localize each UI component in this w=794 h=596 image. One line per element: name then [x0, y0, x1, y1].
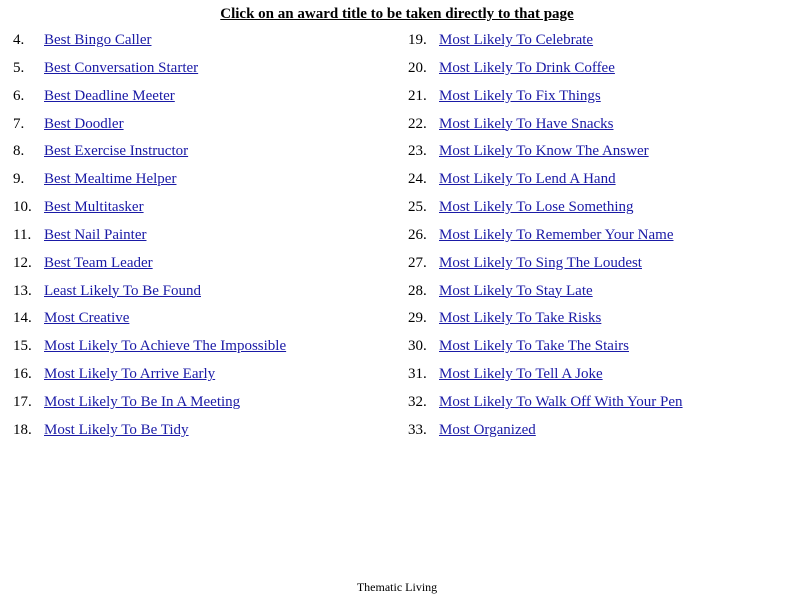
- award-list-item: [408, 308, 683, 336]
- award-list-item: [13, 225, 286, 253]
- award-number: 28.: [408, 282, 427, 299]
- award-number: 16.: [13, 366, 32, 383]
- award-number: 17.: [13, 393, 32, 410]
- award-number: 13.: [13, 282, 32, 299]
- award-title-link[interactable]: Most Likely To Lose Something: [439, 199, 634, 216]
- award-list-item: [13, 114, 286, 142]
- award-title-link[interactable]: Most Likely To Lend A Hand: [439, 171, 616, 188]
- award-list-item: [408, 86, 683, 114]
- award-number: 25.: [408, 199, 427, 216]
- award-title-link[interactable]: Most Likely To Be Tidy: [44, 421, 189, 438]
- award-number: 11.: [13, 226, 32, 243]
- award-list-item: [13, 364, 286, 392]
- award-list-item: [13, 197, 286, 225]
- award-list-item: [408, 364, 683, 392]
- award-number: 33.: [408, 421, 427, 438]
- award-title-link[interactable]: Best Bingo Caller: [44, 32, 152, 48]
- award-title-link[interactable]: Most Likely To Take Risks: [439, 310, 602, 327]
- award-number: 5.: [13, 59, 25, 76]
- award-number: 20.: [408, 59, 427, 76]
- award-number: 29.: [408, 310, 427, 327]
- award-number: 21.: [408, 87, 427, 104]
- award-list-item: [408, 141, 683, 169]
- award-number: 10.: [13, 199, 32, 216]
- award-title-link[interactable]: Most Likely To Stay Late: [439, 282, 593, 299]
- award-title-link[interactable]: Most Likely To Fix Things: [439, 87, 601, 104]
- award-title-link[interactable]: Most Organized: [439, 421, 536, 438]
- award-title-link[interactable]: Most Likely To Take The Stairs: [439, 338, 629, 355]
- award-number: 23.: [408, 143, 427, 160]
- award-number: 24.: [408, 171, 427, 188]
- footer-text: Thematic Living: [356, 580, 438, 594]
- award-title-link[interactable]: Most Likely To Tell A Joke: [439, 366, 603, 383]
- award-title-link[interactable]: Least Likely To Be Found: [44, 282, 201, 299]
- award-title-link[interactable]: Best Doodler: [44, 115, 124, 132]
- award-list-item: [13, 58, 286, 86]
- award-number: 14.: [13, 310, 32, 327]
- award-list-item: [13, 86, 286, 114]
- award-list-item: [13, 30, 286, 58]
- award-number: 8.: [13, 143, 25, 160]
- award-list-item: [408, 420, 683, 448]
- award-list-right: [408, 30, 683, 448]
- award-list-item: [408, 392, 683, 420]
- award-title-link[interactable]: Most Likely To Know The Answer: [439, 143, 649, 160]
- award-title-link[interactable]: Best Deadline Meeter: [44, 87, 175, 104]
- award-number: 32.: [408, 393, 427, 410]
- award-number: 27.: [408, 254, 427, 271]
- page-heading: Click on an award title to be taken directly to that page: [220, 6, 574, 22]
- award-list-item: [408, 253, 683, 281]
- award-list-item: [13, 253, 286, 281]
- award-number: 7.: [13, 115, 25, 132]
- award-list-item: [13, 420, 286, 448]
- award-list-item: [13, 169, 286, 197]
- award-title-link[interactable]: Most Likely To Drink Coffee: [439, 59, 615, 76]
- award-list-item: [13, 308, 286, 336]
- award-list-item: [13, 392, 286, 420]
- award-title-link[interactable]: Best Multitasker: [44, 199, 144, 216]
- award-list-item: [408, 197, 683, 225]
- award-list-item: [13, 141, 286, 169]
- award-title-link[interactable]: Best Mealtime Helper: [44, 171, 177, 188]
- award-title-link[interactable]: Most Likely To Arrive Early: [44, 366, 216, 383]
- award-title-link[interactable]: Most Likely To Walk Off With Your Pen: [439, 393, 683, 410]
- award-number: 26.: [408, 226, 427, 243]
- award-list-item: [408, 169, 683, 197]
- award-title-link[interactable]: Most Likely To Have Snacks: [439, 115, 614, 132]
- award-number: 22.: [408, 115, 427, 132]
- award-title-link[interactable]: Best Exercise Instructor: [44, 143, 189, 160]
- award-title-link[interactable]: Best Conversation Starter: [44, 59, 199, 76]
- award-number: 31.: [408, 366, 427, 383]
- award-title-link[interactable]: Most Likely To Sing The Loudest: [439, 254, 642, 271]
- award-title-link[interactable]: Most Likely To Remember Your Name: [439, 226, 674, 243]
- award-list-left: [13, 30, 286, 448]
- award-title-link[interactable]: Most Likely To Achieve The Impossible: [44, 338, 287, 355]
- award-number: 9.: [13, 171, 25, 188]
- award-title-link[interactable]: Most Creative: [44, 310, 130, 327]
- award-title-link[interactable]: Most Likely To Be In A Meeting: [44, 393, 241, 410]
- award-title-link[interactable]: Best Nail Painter: [44, 226, 147, 243]
- award-number: 18.: [13, 421, 32, 438]
- award-list-item: [13, 336, 286, 364]
- award-list-item: [408, 30, 683, 58]
- award-list-item: [408, 225, 683, 253]
- award-list-item: [408, 281, 683, 309]
- award-number: 4.: [13, 32, 25, 48]
- award-list-item: [408, 114, 683, 142]
- award-number: 6.: [13, 87, 25, 104]
- award-list-item: [408, 336, 683, 364]
- award-list-item: [408, 58, 683, 86]
- award-number: 15.: [13, 338, 32, 355]
- award-title-link[interactable]: Best Team Leader: [44, 254, 153, 271]
- award-title-link[interactable]: Most Likely To Celebrate: [439, 32, 594, 48]
- award-number: 12.: [13, 254, 32, 271]
- award-number: 19.: [408, 32, 427, 48]
- award-list-item: [13, 281, 286, 309]
- award-number: 30.: [408, 338, 427, 355]
